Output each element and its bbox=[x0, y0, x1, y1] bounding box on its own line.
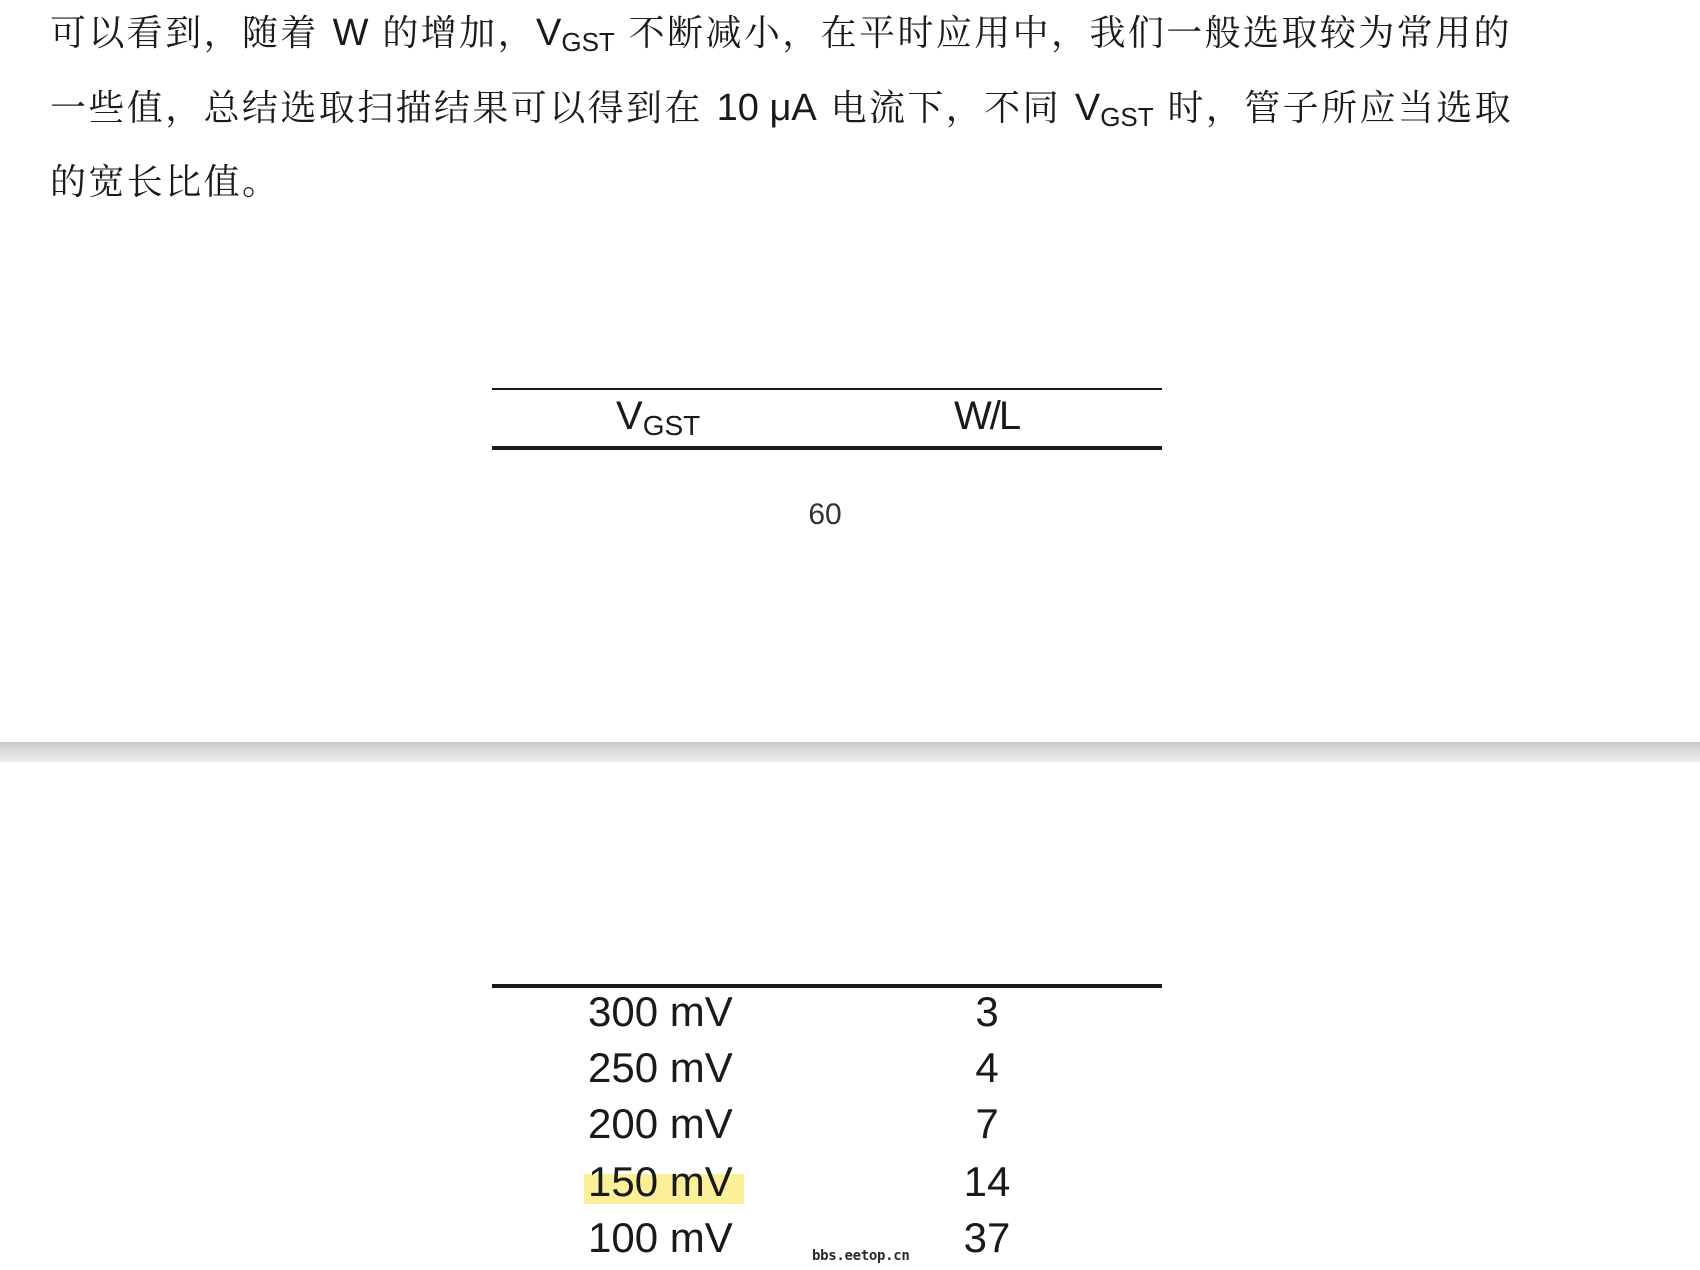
cell-vgst: 300 mV bbox=[588, 988, 733, 1035]
table-top-rule bbox=[492, 388, 1162, 390]
paragraph-line-1: 可以看到，随着 W 的增加，$V_{GST}$ 不断减小，在平时应用中，我们一般选取较为常用的 bbox=[50, 12, 1512, 57]
page-number: 60 bbox=[808, 498, 842, 531]
table-row bbox=[492, 984, 1162, 1040]
current-value: 10 μA bbox=[716, 87, 817, 129]
table-header-wl: W/L bbox=[954, 394, 1020, 438]
cell-vgst: 150 mV bbox=[588, 1158, 733, 1205]
subscript-gst: GST bbox=[561, 27, 615, 57]
cell-wl: 4 bbox=[975, 1044, 999, 1091]
cell-wl: 3 bbox=[975, 988, 999, 1035]
table-row-highlighted bbox=[492, 1154, 1162, 1210]
variable-vgst: V bbox=[1074, 87, 1101, 129]
cell-wl: 7 bbox=[975, 1100, 999, 1147]
watermark-text: bbs.eetop.cn bbox=[812, 1248, 910, 1264]
variable-vgst: V bbox=[535, 12, 562, 54]
paragraph-line-2: 一些值，总结选取扫描结果可以得到在 10 μA 电流下，不同 $V_{GST}$ 时，管子所应当选取 bbox=[50, 87, 1514, 132]
variable-w: W bbox=[332, 12, 369, 54]
paragraph-line-3: 的宽长比值。 bbox=[50, 162, 281, 203]
cell-wl: 14 bbox=[963, 1158, 1011, 1205]
page-separator bbox=[0, 742, 1700, 762]
table-header-vgst: $V_{GST}$ bbox=[616, 394, 701, 441]
cell-vgst: 250 mV bbox=[588, 1044, 733, 1091]
body-paragraph bbox=[50, 0, 1610, 216]
table-row bbox=[492, 1040, 1162, 1096]
cell-wl: 37 bbox=[963, 1214, 1011, 1261]
table-row bbox=[492, 1096, 1162, 1152]
cell-vgst: 100 mV bbox=[588, 1214, 733, 1261]
cell-vgst: 200 mV bbox=[588, 1100, 733, 1147]
table-header-rule bbox=[492, 446, 1162, 450]
subscript-gst: GST bbox=[1100, 102, 1154, 132]
